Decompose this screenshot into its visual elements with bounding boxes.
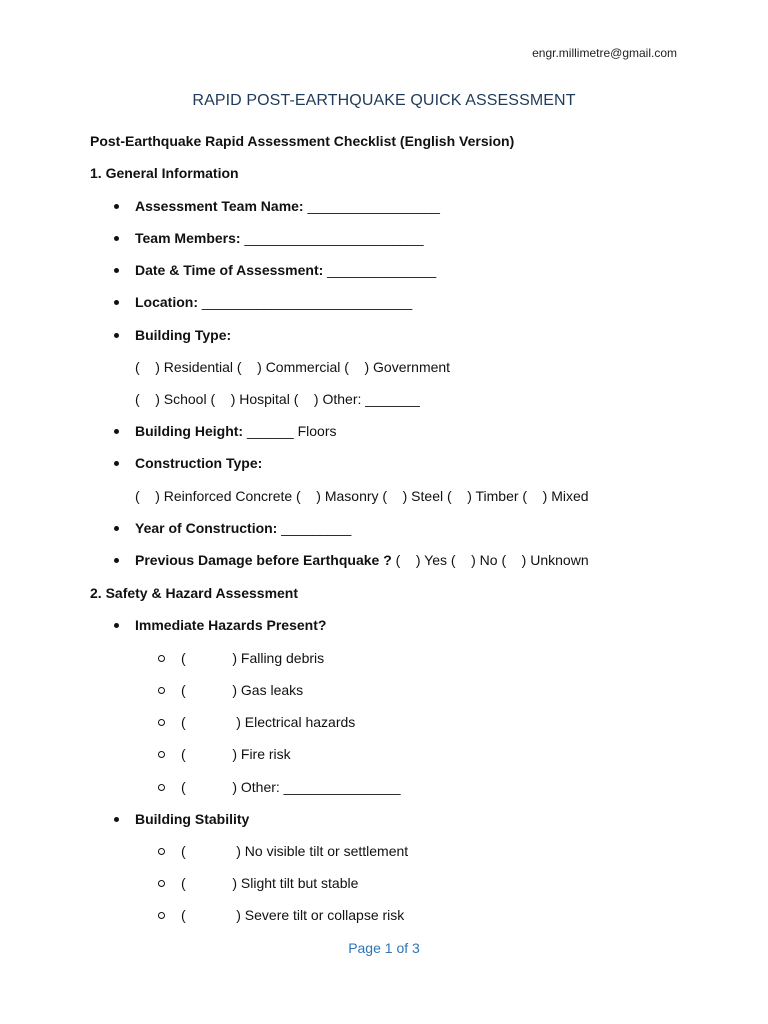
blank-line: _________________ [303,198,440,214]
page-number: Page 1 of 3 [348,940,420,956]
field-label: Previous Damage before Earthquake ? [135,552,392,568]
hollow-bullet-icon [158,912,165,919]
hollow-bullet-icon [158,784,165,791]
hollow-bullet-icon [158,751,165,758]
hollow-bullet-icon [158,655,165,662]
list-item: ( ) Other: _______________ [181,778,400,796]
building-type-options-row-1: ( ) Residential ( ) Commercial ( ) Government [135,359,451,375]
blank-line: ______ Floors [243,423,337,439]
field-team-members [135,229,424,247]
list-item: ( ) Gas leaks [181,681,303,699]
list-item: ( ) Falling debris [181,649,324,667]
hollow-bullet-icon [158,848,165,855]
author-email: engr.millimetre@gmail.com [532,46,677,60]
field-label: Building Height: [135,423,244,439]
field-building-height [135,422,337,440]
field-construction-type: Construction Type: [135,455,263,471]
field-team-name [135,197,440,215]
field-label: Location: [135,294,198,310]
previous-damage-options: ( ) Yes ( ) No ( ) Unknown [391,552,589,568]
field-label: Date & Time of Assessment: [135,262,324,278]
hollow-bullet-icon [158,687,165,694]
section-heading-safety: 2. Safety & Hazard Assessment [90,585,299,601]
list-item: ( ) Severe tilt or collapse risk [181,906,404,924]
list-item: ( ) Fire risk [181,745,291,763]
field-year-of-construction [135,519,351,537]
document-title: RAPID POST-EARTHQUAKE QUICK ASSESSMENT [192,92,576,109]
blank-line: ___________________________ [198,294,413,310]
field-date-time [135,261,436,279]
construction-type-options: ( ) Reinforced Concrete ( ) Masonry ( ) Steel ( ) Timber ( ) Mixed [135,488,589,504]
field-building-type: Building Type: [135,327,232,343]
checklist-subtitle: Post-Earthquake Rapid Assessment Checklist (English Version) [90,133,515,149]
hollow-bullet-icon [158,880,165,887]
field-location [135,293,412,311]
field-label: Year of Construction: [135,520,278,536]
field-label: Team Members: [135,230,241,246]
building-type-options-row-2: ( ) School ( ) Hospital ( ) Other: _______ [135,391,420,407]
field-building-stability: Building Stability [135,811,250,827]
list-item: ( ) No visible tilt or settlement [181,842,408,860]
list-item: ( ) Electrical hazards [181,713,355,731]
section-heading-general: 1. General Information [90,165,239,181]
field-immediate-hazards: Immediate Hazards Present? [135,617,327,633]
blank-line: _________ [277,520,352,536]
blank-line: _______________________ [240,230,424,246]
list-item: ( ) Slight tilt but stable [181,874,358,892]
field-previous-damage [135,551,589,569]
blank-line: ______________ [323,262,437,278]
field-label: Assessment Team Name: [135,198,304,214]
hollow-bullet-icon [158,719,165,726]
